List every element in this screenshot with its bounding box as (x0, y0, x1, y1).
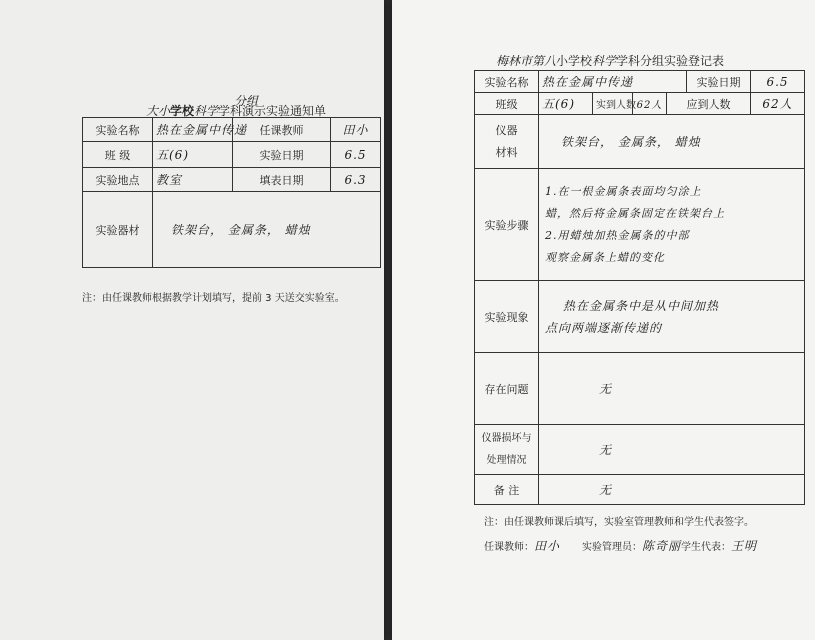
phenomenon-value (539, 281, 805, 353)
fill-date-value: 6.3 (331, 168, 381, 192)
phenomenon-line: 热在金属条中是从中间加热 (563, 298, 720, 313)
steps-line: 蜡，然后将金属条固定在铁架台上 (545, 206, 725, 220)
problems-label: 存在问题 (475, 353, 539, 425)
remarks-value: 无 (539, 475, 805, 505)
left-form-title: 大小学校科学学科演示实验通知单 (146, 104, 327, 118)
title-subject-handwritten: 科学 (592, 54, 617, 68)
equipment-label: 实验器材 (83, 192, 153, 268)
equipment-value: 铁架台， 金属条， 蜡烛 (539, 115, 805, 169)
fill-date-label: 填表日期 (233, 168, 331, 192)
class-label: 班级 (475, 93, 539, 115)
teacher-value: 田小 (331, 118, 381, 142)
manager-signature-label: 实验管理员： (582, 542, 643, 553)
title-subject-handwritten: 科学 (194, 104, 219, 118)
equipment-label: 仪器 材料 (475, 115, 539, 169)
steps-line: 2.用蜡烛加热金属条的中部 (545, 228, 690, 242)
left-notification-sheet (0, 0, 384, 640)
right-form-table (474, 70, 805, 505)
exp-name-value: 热在金属中传递 (539, 71, 687, 93)
class-value: 五(6) (153, 142, 233, 168)
steps-line: 观察金属条上蜡的变化 (545, 250, 665, 264)
damage-value: 无 (539, 425, 805, 475)
teacher-signature-value: 田小 (534, 539, 561, 553)
left-form-table (82, 117, 381, 268)
title-school-handwritten: 大小 (146, 104, 171, 118)
exp-date-value: 6.5 (331, 142, 381, 168)
class-value: 五(6) (539, 93, 593, 115)
teacher-label: 任课教师 (233, 118, 331, 142)
damage-label: 仪器损坏与 处理情况 (475, 425, 539, 475)
title-overwrite: 分组 (234, 94, 259, 108)
right-form-note: 注：由任课教师课后填写，实验室管理教师和学生代表签字。 (484, 517, 754, 528)
student-signature-label: 学生代表： (681, 542, 732, 553)
steps-value (539, 169, 805, 281)
class-label: 班 级 (83, 142, 153, 168)
title-school-handwritten: 梅林市第八 (496, 54, 557, 68)
location-label: 实验地点 (83, 168, 153, 192)
expected-value: 62人 (751, 93, 805, 115)
exp-name-label: 实验名称 (83, 118, 153, 142)
steps-label: 实验步骤 (475, 169, 539, 281)
right-registration-sheet (392, 0, 815, 640)
remarks-label: 备 注 (475, 475, 539, 505)
left-form-note: 注：由任课教师根据教学计划填写，提前 3 天送交实验室。 (82, 293, 345, 304)
phenomenon-line: 点向两端逐渐传递的 (545, 320, 663, 335)
expected-label: 应到人数 (667, 93, 751, 115)
exp-date-value: 6.5 (751, 71, 805, 93)
teacher-signature-label: 任课教师： (484, 542, 534, 553)
location-value: 教室 (153, 168, 233, 192)
exp-name-value: 热在金属中传递 (153, 118, 233, 142)
student-signature-value: 王明 (731, 539, 758, 553)
problems-value: 无 (539, 353, 805, 425)
present-value: 62人 (633, 93, 667, 115)
exp-date-label: 实验日期 (233, 142, 331, 168)
exp-name-label: 实验名称 (475, 71, 539, 93)
exp-date-label: 实验日期 (687, 71, 751, 93)
present-label: 实到人数 (593, 93, 633, 115)
signature-row (484, 537, 757, 554)
right-form-title: 梅林市第八小学校科学学科分组实验登记表 (496, 54, 725, 68)
steps-line: 1.在一根金属条表面均匀涂上 (545, 184, 702, 198)
equipment-value: 铁架台， 金属条， 蜡烛 (153, 192, 381, 268)
phenomenon-label: 实验现象 (475, 281, 539, 353)
manager-signature-value: 陈奇丽 (642, 539, 682, 553)
